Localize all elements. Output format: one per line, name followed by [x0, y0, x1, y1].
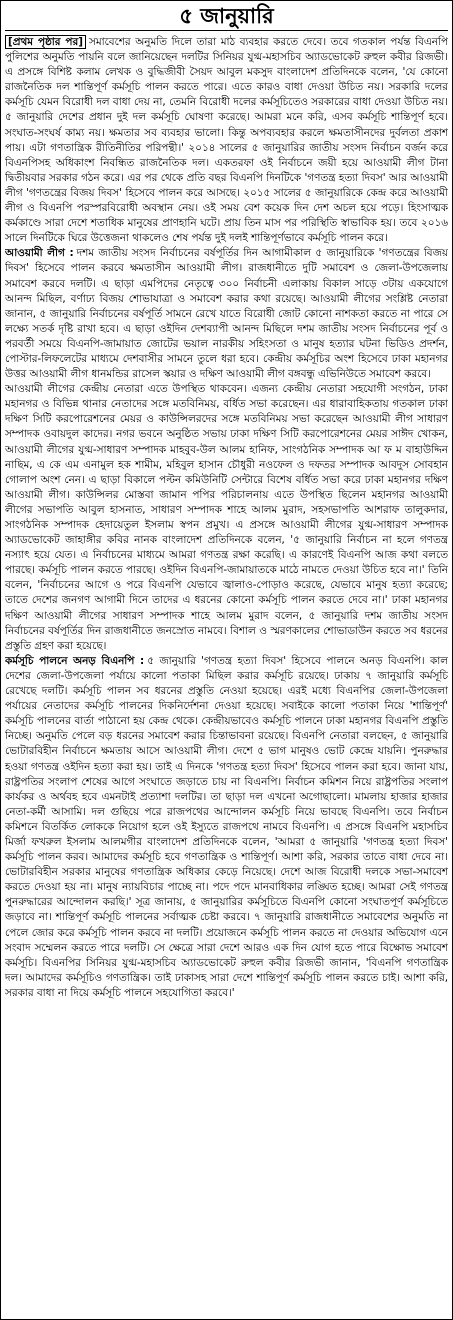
headline: ৫ জানুয়ারি [5, 1, 448, 31]
paragraph-bnp [5, 654, 448, 1001]
paragraph-text: দশম জাতীয় সংসদ নির্বাচনের বর্ষপূর্তির দিন আগামীকাল ৫ জানুয়ারিকে 'গণতন্ত্রের বিজয় দিবস' হিসেবে পালন করবে ক্ষমতাসীন আওয়ামী লীগ। রাজধানীতে দুটি সমাবেশ ও জেলা-উপজেলায় সমাবেশ করবে দলটি। এ ছাড়া এমপিদের নেতৃত্বে ৩০০ নির্বাচনী এলাকায় বিকাল সাড়ে ৩টায় একযোগে আনন্দ মিছিল, বর্ণাঢ্য বিজয় শোভাযাত্রা ও সমাবেশ করার কথা রয়েছে। আওয়ামী লীগের সংশ্লিষ্ট নেতারা জানান, ৫ জানুয়ারি নির্বাচনের বর্ষপূর্তি সামনে রেখে যাতে বিরোধী জোট কোনো নাশকতা করতে না পারে সে লক্ষ্যে সতর্ক দৃষ্টি রাখা হবে। এ ছাড়া ওইদিন দেশব্যাপী আনন্দ মিছিলে দশম জাতীয় সংসদ নির্বাচনের পূর্ব ও পরবর্তী সময়ে বিএনপি-জামায়াত জোটের ভয়াল নারকীয় সহিংসতা ও মানুষ হত্যার ঘটনা ভিডিও প্রদর্শন, পোস্টার-লিফলেটের মাধ্যমে দেশবাসীর সামনে তুলে ধরা হবে। কেন্দ্রীয় কর্মসূচির অংশ হিসেবে ঢাকা মহানগর উত্তর আওয়ামী লীগ ধানমন্ডির রাসেল স্কয়ার ও দক্ষিণ আওয়ামী লীগ বঙ্গবন্ধু এভিনিউতে সমাবেশ করবে। [5, 247, 448, 381]
paragraph-text: আওয়ামী লীগের কেন্দ্রীয় নেতারা এতে উপস্থিত থাকবেন। এজন্য কেন্দ্রীয় নেতারা সহযোগী সংগঠন, ঢাকা মহানগর ও বিভিন্ন থানার নেতাদের সঙ্গে মতবিনিময়, বর্ধিত সভা করেছেন। এর ধারাবাহিকতায় গতকাল ঢাকা দক্ষিণ সিটি করপোরেশনের মেয়র ও কাউন্সিলরদের সঙ্গে মতবিনিময় সভা করেছেন আওয়ামী লীগ সাধারণ সম্পাদক ওবায়দুল কাদের। নগর ভবনে অনুষ্ঠিত সভায় ঢাকা দক্ষিণ সিটি করপোরেশনের মেয়র সাঈদ খোকন, আওয়ামী লীগের যুগ্ম-সাধারণ সম্পাদক মাহবুব-উল আলম হানিফ, সাংগঠনিক সম্পাদক আ ফ ম বাহাউদ্দিন নাছিম, এ কে এম এনামুল হক শামীম, মহিবুল হাসান চৌধুরী নওফেল ও দফতর সম্পাদক আবদুস সোবহান গোলাপ অংশ নেন। এ ছাড়া বিকালে পল্টন কমিউনিটি সেন্টারে বিশেষ বর্ধিত সভা করে ঢাকা মহানগর দক্ষিণ আওয়ামী লীগ। কাউন্সিলর মোস্তবা জামান পপির পরিচালনায় এতে উপস্থিত ছিলেন মহানগর আওয়ামী লীগের সভাপতি আবুল হাসনাত, সাধারণ সম্পাদক শাহে আলম মুরাদ, সহসভাপতি আশরাফ তালুকদার, সাংগঠনিক সম্পাদক হেদায়েতুল ইসলাম স্বপন প্রমুখ। এ প্রসঙ্গে আওয়ামী লীগের যুগ্ম-সাধারণ সম্পাদক অ্যাডভোকেট জাহাঙ্গীর কবির নানক বাংলাদেশ প্রতিদিনকে বলেন, '৫ জানুয়ারি নির্বাচন না হলে গণতন্ত্র নস্যাৎ হয়ে যেত। এ নির্বাচনের মাধ্যমে আমরা গণতন্ত্র রক্ষা করেছি। এ কারণেই বিএনপি আজ কথা বলতে পারছে। কর্মসূচি পালন করতে পারছে। ওইদিন বিএনপি-জামায়াতকে মাঠে নামতে দেওয়া উচিত হবে না।' তিনি বলেন, 'নির্বাচনের আগে ও পরে বিএনপি যেভাবে জ্বালাও-পোড়াও করেছে, যেভাবে মানুষ হত্যা করেছে; তাতে দেশের জনগণ আগামী দিনে তাদের এ ধরনের কোনো কর্মসূচি পালন করতে দেবে না।' ঢাকা মহানগর দক্ষিণ আওয়ামী লীগের সাধারণ সম্পাদক শাহে আলম মুরাদ বলেন, ৫ জানুয়ারি দশম জাতীয় সংসদ নির্বাচনের বর্ষপূর্তির দিন রাজধানীতে জনস্রোত নামবে। বিশাল ও স্মরণকালের শোভাডাউন করতে সব ধরনের প্রস্তুতি গ্রহণ করা হয়েছে। [5, 383, 448, 652]
paragraph-awami-league [5, 246, 448, 382]
paragraph-intro [5, 35, 448, 246]
paragraph-leaders-meeting [5, 382, 448, 654]
paragraph-text: সমাবেশের অনুমতি দিলে তারা মাঠ ব্যবহার করতে দেবে। তবে গতকাল পর্যন্ত বিএনপি পুলিশের অনুমতি পায়নি বলে জানিয়েছেন দলটির সিনিয়র যুগ্ম-মহাসচিব অ্যাডভোকেট রুহুল কবীর রিজভী। এ প্রসঙ্গে বিশিষ্ট কলাম লেখক ও বুদ্ধিজীবী সৈয়দ আবুল মকসুদ বাংলাদেশ প্রতিদিনকে বলেন, 'যে কোনো রাজনৈতিক দল শান্তিপূর্ণ কর্মসূচি পালন করতে পারে। এতে কারও বাধা দেওয়া উচিত নয়। সরকারি দলের কর্মসূচি যেমন বিরোধী দল বাধা দেয় না, তেমনি বিরোধী দলের কর্মসূচিতেও সরকারের বাধা দেওয়া উচিত নয়। ৫ জানুয়ারি দেশের প্রধান দুই দল কর্মসূচি ঘোষণা করেছে। আমরা মনে করি, এসব কর্মসূচি শান্তিপূর্ণ হবে। সংঘাত-সংঘর্ষ কাম্য নয়। ক্ষমতার সব ব্যবহার ভালো। কিন্তু অপব্যবহার করলে ক্ষমতাসীনদের দুর্বলতা প্রকাশ পায়। এটা গণতান্ত্রিক রীতিনীতির পরিপন্থী।' ২০১৪ সালের ৫ জানুয়ারির জাতীয় সংসদ নির্বাচন বর্জন করে বিএনপিসহ অধিকাংশ নিবন্ধিত রাজনৈতিক দল। একতরফা ওই নির্বাচনে জয়ী হয়ে আওয়ামী লীগ টানা দ্বিতীয়বার সরকার গঠন করে। এর পর থেকে প্রতি বছর বিএনপি দিনটিকে 'গণতন্ত্র হত্যা দিবস' আর আওয়ামী লীগ 'গণতন্ত্রের বিজয় দিবস' হিসেবে পালন করে আসছে। ২০১৫ সালের ৫ জানুয়ারিকে কেন্দ্র করে আওয়ামী লীগ ও বিএনপি পরস্পরবিরোধী অবস্থান নেয়। ওই সময় বেশ কয়েক দিন দেশ অচল হয়ে পড়ে। হিংসাত্মক কর্মকাণ্ডে সারা দেশে শতাধিক মানুষের প্রাণহানি ঘটে। প্রায় তিন মাস পর পরিস্থিতি স্বাভাবিক হয়। তবে ২০১৬ সালে দিনটিকে ঘিরে উত্তেজনা থাকলেও শেষ পর্যন্ত দুই দলই শান্তিপূর্ণভাবে কর্মসূচি পালন করে। [5, 36, 448, 245]
continuation-kicker: [প্রথম পৃষ্ঠার পর] [5, 35, 86, 49]
article-body [5, 35, 448, 1315]
paragraph-text: ৫ জানুয়ারি 'গণতন্ত্র হত্যা দিবস' হিসেবে পালনে অনড় বিএনপি। কাল দেশের জেলা-উপজেলা পর্যায়ে কালো পতাকা মিছিল করার কর্মসূচি রয়েছে। ঢাকায় ৭ জানুয়ারি কর্মসূচি রেখেছে দলটি। কর্মসূচি পালন সব ধরনের প্রস্তুতি নেওয়া হয়েছে। এরই মধ্যে বিএনপির জেলা-উপজেলা পর্যায়ের নেতাদের কর্মসূচি পালনের দিকনির্দেশনা দেওয়া হয়েছে। সবাইকে কালো পতাকা নিয়ে 'শান্তিপূর্ণ' কর্মসূচি পালনের বার্তা পাঠানো হয় কেন্দ্র থেকে। কেন্দ্রীয়ভাবেও কর্মসূচি পালনে ঢাকা মহানগর বিএনপি প্রস্তুতি নিচ্ছে। অনুমতি পেলে বড় ধরনের সমাবেশ করার চিন্তাভাবনা রয়েছে। বিএনপি নেতারা বলছেন, ৫ জানুয়ারি ভোটারবিহীন নির্বাচনে ক্ষমতায় আসে আওয়ামী লীগ। দেশে ৫ ভাগ মানুষও ভোট কেন্দ্রে যায়নি। পুনরুদ্ধার হওয়া গণতন্ত্র ওইদিন হত্যা করা হয়। তাই এ দিনকে 'গণতন্ত্র হত্যা দিবস' হিসেবে পালন করা হবে। জানা যায়, রাষ্ট্রপতির সংলাপ শেষের আগে সংঘাতে জড়াতে চায় না বিএনপি। নির্বাচন কমিশন নিয়ে রাষ্ট্রপতির সংলাপ কার্যকর ও অর্থবহ হবে এমনটাই প্রত্যাশা দলটির। তা ছাড়া দল এখনো অগোছালো। মামলায় হাজার হাজার নেতা-কর্মী আসামি। দল গুছিয়ে পরে রাজপথের আন্দোলন কর্মসূচি নিয়ে ভাবছে বিএনপি। তবে নির্বাচন কমিশনে বিতর্কিত লোককে নিয়োগ হলে ওই ইস্যুতে রাজপথে নামবে বিএনপি। এ প্রসঙ্গে বিএনপি মহাসচিব মির্জা ফখরুল ইসলাম আলমগীর বাংলাদেশ প্রতিদিনকে বলেন, 'আমরা ৫ জানুয়ারি 'গণতন্ত্র হত্যা দিবস' কর্মসূচি পালন করব। আমাদের কর্মসূচি হবে গণতান্ত্রিক ও শান্তিপূর্ণ। আশা করি, সরকার তাতে বাধা দেবে না। ভোটারবিহীন সরকার মানুষের গণতান্ত্রিক অধিকার কেড়ে নিয়েছে। দেশে আজ বিরোধী দলকে সভা-সমাবেশ করতে দেওয়া হয় না। মানুষ ন্যায়বিচার পাচ্ছে না। পদে পদে মানবাধিকার লঙ্ঘিত হচ্ছে। আমরা সেই গণতন্ত্র পুনরুদ্ধারের আন্দোলন করছি।' সূত্র জানায়, ৫ জানুয়ারির কর্মসূচিতে বিএনপি কোনো সংঘাতপূর্ণ কর্মসূচিতে জড়াবে না। শান্তিপূর্ণ কর্মসূচি পালনের সর্বাত্মক চেষ্টা করবে। ৭ জানুয়ারি রাজধানীতে সমাবেশের অনুমতি না পেলে জোর করে কর্মসূচি পালন করবে না দলটি। প্রয়োজনে কর্মসূচি পালন করতে না দেওয়ার অভিযোগ এনে সংবাদ সম্মেলন করতে পারে দলটি। সে ক্ষেত্রে সারা দেশে আরও এক দিন যোগ হতে পারে বিক্ষোভ সমাবেশ কর্মসূচি। বিএনপির সিনিয়র যুগ্ম-মহাসচিব অ্যাডভোকেট রুহুল কবীর রিজভী জানান, 'বিএনপি গণতান্ত্রিক দল। আমাদের কর্মসূচিও গণতান্ত্রিক। তাই ঢাকাসহ সারা দেশে শান্তিপূর্ণ কর্মসূচি পালন করতে চাই। আশা করি, সরকার বাধা না দিয়ে কর্মসূচি পালনে সহযোগিতা করবে।' [5, 654, 448, 999]
section-heading-awami-league: আওয়ামী লীগ : [5, 247, 74, 260]
section-heading-bnp: কর্মসূচি পালনে অনড় বিএনপি : [5, 654, 145, 667]
